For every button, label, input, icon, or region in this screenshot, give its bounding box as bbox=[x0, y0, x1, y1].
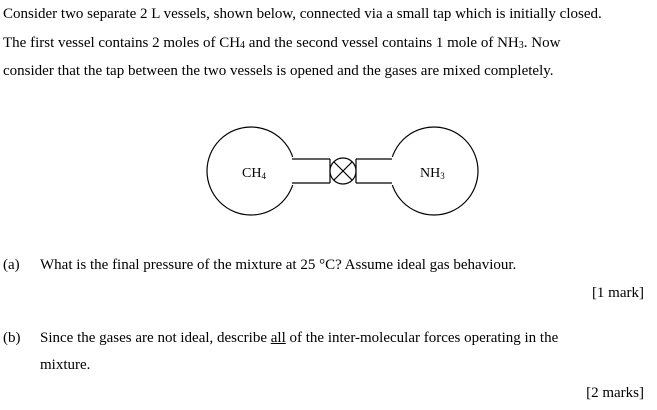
tap-valve-icon bbox=[330, 158, 356, 184]
left-vessel-label: CH4 bbox=[242, 166, 266, 181]
question-a-text: What is the final pressure of the mixture at 25 °C? Assume ideal gas behaviour. bbox=[40, 257, 517, 273]
intro-line-2-part-a: The first vessel contains 2 moles of CH bbox=[3, 35, 241, 51]
question-b-text-line-2: mixture. bbox=[40, 357, 91, 373]
ch4-subscript: 4 bbox=[240, 40, 246, 51]
intro-line-2-part-b: and the second vessel contains 1 mole of NH bbox=[245, 35, 519, 51]
question-b-text: Since the gases are not ideal, describe all of the inter-molecular forces operating in the bbox=[40, 330, 559, 346]
question-b-marks: [2 marks] bbox=[586, 385, 644, 401]
right-vessel-label: NH3 bbox=[420, 166, 445, 181]
question-b-label: (b) bbox=[3, 330, 21, 346]
intro-line-2-part-c: . Now bbox=[523, 35, 561, 51]
intro-line-1: Consider two separate 2 L vessels, shown below, connected via a small tap which is initially closed. bbox=[3, 6, 602, 22]
question-a-label: (a) bbox=[3, 257, 20, 273]
question-a-marks: [1 mark] bbox=[591, 285, 644, 301]
underlined-all: all bbox=[270, 330, 286, 346]
intro-line-3: consider that the tap between the two vessels is opened and the gases are mixed completely. bbox=[3, 63, 554, 79]
nh3-subscript: 3 bbox=[518, 40, 524, 51]
